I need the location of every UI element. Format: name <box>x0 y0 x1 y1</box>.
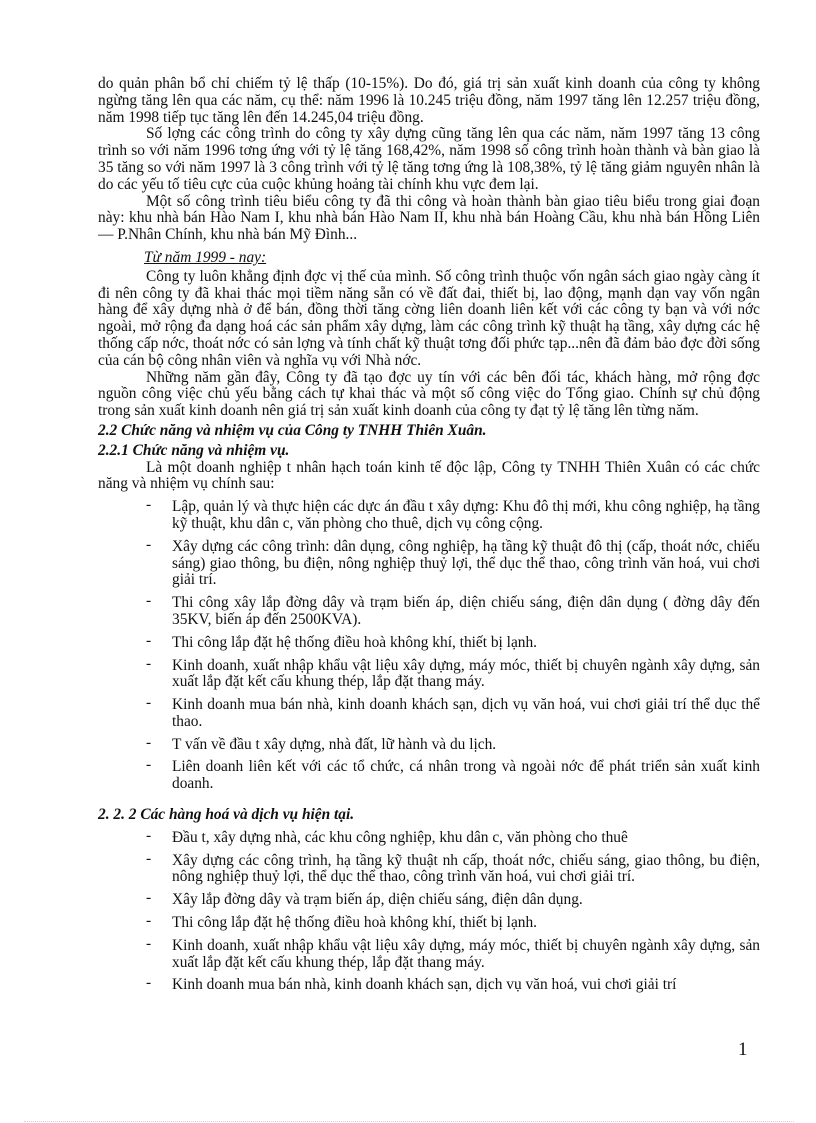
dash-marker: - <box>146 849 152 867</box>
dash-marker: - <box>146 826 152 844</box>
list-item-text: Thi công lắp đặt hệ thống điều hoà không khí, thiết bị lạnh. <box>172 633 538 651</box>
list-item <box>98 889 760 909</box>
dash-marker: - <box>146 912 152 930</box>
dash-marker: - <box>146 733 152 751</box>
functions-list <box>98 496 760 793</box>
list-item <box>98 733 760 754</box>
list-item <box>98 756 760 793</box>
list-item-text: Xây dựng các công trình, hạ tầng kỹ thuật nh cấp, thoát nớc, chiếu sáng, giao thông, bu điện, nông nghiệp thuỷ lợi, thể dục thể thao, công trình văn hoá, vui chơi giải trí. <box>172 851 760 886</box>
dash-marker: - <box>146 934 152 952</box>
list-item <box>98 631 760 652</box>
dash-marker: - <box>146 694 152 712</box>
paragraph-functions-intro: Là một doanh nghiệp t nhân hạch toán kinh tế độc lập, Công ty TNHH Thiên Xuân có các chức năng và nhiệm vụ chính sau: <box>98 458 760 493</box>
goods-services-list <box>98 826 760 994</box>
document-body <box>98 76 760 994</box>
list-item-text: Kinh doanh, xuất nhập khẩu vật liệu xây dựng, máy móc, thiết bị chuyên ngành xây dựng, sản xuất lắp đặt kết cấu khung thép, lắp đặt thang máy. <box>172 936 760 971</box>
section-heading-2-2-2: 2. 2. 2 Các hàng hoá và dịch vụ hiện tại. <box>98 806 355 824</box>
list-item-text: Lập, quản lý và thực hiện các dực án đầu t xây dựng: Khu đô thị mới, khu công nghiệp, hạ tầng kỹ thuật, khu dân c, văn phòng cho thuê, dịch vụ công cộng. <box>172 498 760 532</box>
list-item <box>98 535 760 589</box>
paragraph-company-position: Công ty luôn khẳng định đợc vị thế của mình. Số công trình thuộc vốn ngân sách giao ngày càng ít đi nên công ty đã khai thác mọi tiềm năng sẵn có về đất đai, thiết bị, lao động, mạnh dạn vay vốn ngân hàng để xây dựng nhà ở để bán, đồng thời tăng cờng liên doanh liên kết với các công ty bạn và với nớc ngoài, mở rộng đa dạng hoá các sản phẩm xây dựng, làm các công trình kỹ thuật hạ tầng, xây dựng các hệ thống cấp nớc, thoát nớc có sản lợng và tính chất kỹ thuật tơng đối phức tạp...nên đã đảm bảo đợc đời sống của cán bộ công nhân viên và nghĩa vụ với Nhà nớc. <box>98 267 760 369</box>
section-heading-2-2-1: 2.2.1 Chức năng và nhiệm vụ. <box>98 441 290 459</box>
section-heading-2-2: 2.2 Chức năng và nhiệm vụ của Công ty TNHH Thiên Xuân. <box>98 421 487 439</box>
list-item-text: Kinh doanh mua bán nhà, kinh doanh khách sạn, dịch vụ văn hoá, vui chơi giải trí thể dục thể thao. <box>172 696 760 730</box>
list-item-text: Thi công xây lắp đờng dây và trạm biến áp, diện chiếu sáng, điện dân dụng ( đờng dây đến 35KV, biến áp đến 2500KVA). <box>172 594 760 628</box>
list-item-text: Xây dựng các công trình: dân dụng, công nghiệp, hạ tầng kỹ thuật đô thị (cấp, thoát nớc, chiếu sáng) giao thông, bu điện, nông nghiệp thuỷ lợi, thể dục thể thao, công trình văn hoá, vui chơi giải trí. <box>172 537 760 589</box>
list-item <box>98 974 760 994</box>
period-heading: Từ năm 1999 - nay: <box>144 248 267 266</box>
dash-marker: - <box>146 974 152 992</box>
dash-marker: - <box>146 496 152 514</box>
dash-marker: - <box>146 654 152 672</box>
list-item <box>98 592 760 629</box>
dash-marker: - <box>146 756 152 774</box>
page-number: 1 <box>738 1039 748 1060</box>
list-item <box>98 849 760 887</box>
list-item-text: Đầu t, xây dựng nhà, các khu công nghiệp, khu dân c, văn phòng cho thuê <box>172 828 628 846</box>
list-item-text: Xây lắp đờng dây và trạm biến áp, diện chiếu sáng, điện dân dụng. <box>172 891 583 909</box>
paragraph-typical-projects: Một số công trình tiêu biểu công ty đã thi công và hoàn thành bàn giao tiêu biểu trong giai đoạn này: khu nhà bán Hào Nam I, khu nhà bán Hào Nam II, khu nhà bán Hoàng Cầu, khu nhà bán Hồng Liên — P.Nhân Chính, khu nhà bán Mỹ Đình... <box>98 192 760 244</box>
paragraph-project-count: Số lợng các công trình do công ty xây dựng cũng tăng lên qua các năm, năm 1997 tăng 13 công trình so với năm 1996 tơng ứng với tỷ lệ tăng 168,42%, năm 1998 số công trình hoàn thành và bàn giao là 35 tăng so với năm 1997 là 3 công trình với tỷ lệ tăng tơng ứng là 108,38%, tỷ lệ tăng giảm nguyên nhân là do các yếu tố tiêu cực của cuộc khủng hoảng tài chính khu vực đem lại. <box>98 125 760 193</box>
dash-marker: - <box>146 535 152 553</box>
list-item-text: Thi công lắp đặt hệ thống điều hoà không khí, thiết bị lạnh. <box>172 914 538 932</box>
list-item-text: Kinh doanh, xuất nhập khẩu vật liệu xây dựng, máy móc, thiết bị chuyên ngành xây dựng, sản xuất lắp đặt kết cấu khung thép, lắp đặt thang máy. <box>172 656 760 691</box>
paragraph-recent-years: Những năm gần đây, Công ty đã tạo đợc uy tín với các bên đối tác, khách hàng, mở rộng đợc nguồn công việc chủ yếu bằng cách tự khai thác và một số công việc do Tổng giao. Chính sự chủ động trong sản xuất kinh doanh nên giá trị sản xuất kinh doanh của công ty đạt tỷ lệ tăng lên từng năm. <box>98 368 760 420</box>
page-bottom-divider <box>24 1121 794 1122</box>
dash-marker: - <box>146 631 152 649</box>
list-item <box>98 826 760 847</box>
list-item-text: Liên doanh liên kết với các tổ chức, cá nhân trong và ngoài nớc để phát triển sản xuất kinh doanh. <box>172 758 760 793</box>
list-item <box>98 654 760 692</box>
paragraph-revenue: do quản phân bổ chỉ chiếm tỷ lệ thấp (10-15%). Do đó, giá trị sản xuất kinh doanh của công ty không ngừng tăng lên qua các năm, cụ thể: năm 1996 là 10.245 triệu đồng, năm 1997 tăng lên 12.257 triệu đồng, năm 1998 tiếp tục tăng lên đến 14.245,04 triệu đồng. <box>98 75 760 126</box>
list-item <box>98 912 760 932</box>
list-item <box>98 934 760 972</box>
dash-marker: - <box>146 889 152 907</box>
list-item-text: T vấn về đầu t xây dựng, nhà đất, lữ hành và du lịch. <box>172 735 497 753</box>
list-item-text: Kinh doanh mua bán nhà, kinh doanh khách sạn, dịch vụ văn hoá, vui chơi giải trí <box>172 976 677 994</box>
list-item <box>98 694 760 731</box>
list-item <box>98 496 760 533</box>
dash-marker: - <box>146 592 152 610</box>
